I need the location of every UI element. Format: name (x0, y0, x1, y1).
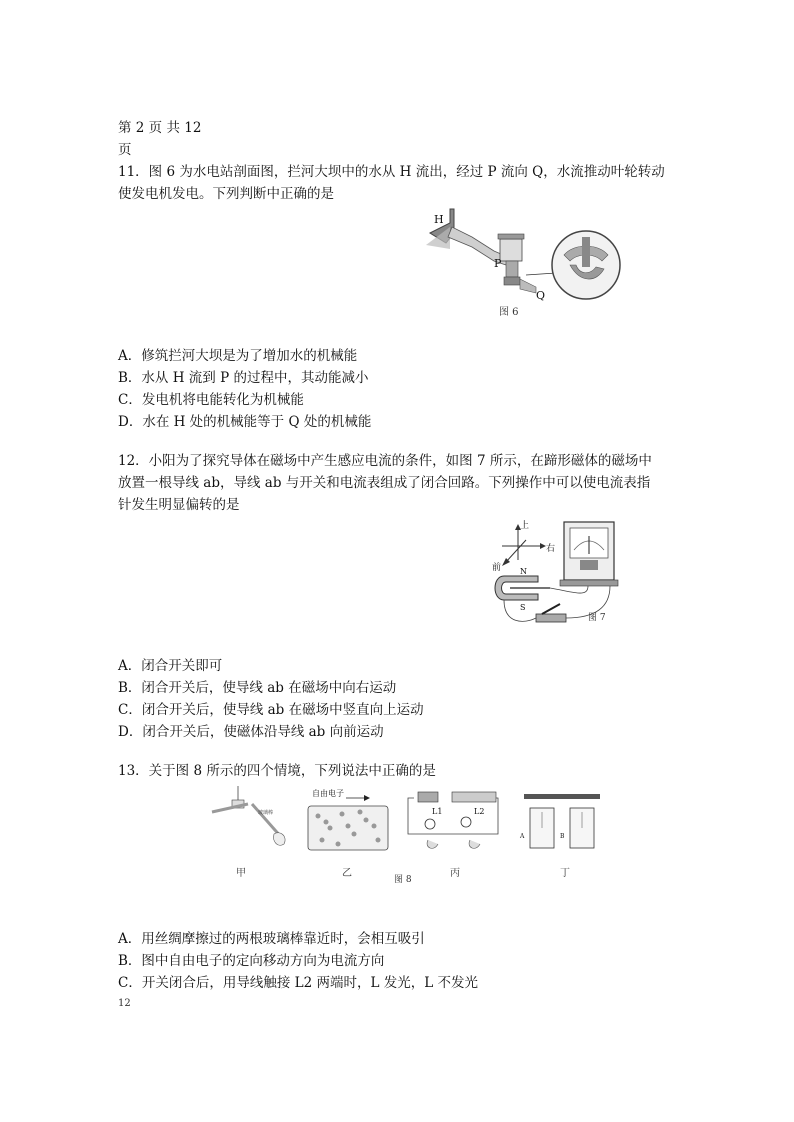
q12-stem-line1: 12．小阳为了探究导体在磁场中产生感应电流的条件，如图 7 所示，在蹄形磁体的磁场中 (118, 453, 652, 469)
q12-label-right: 右 (546, 544, 556, 554)
q11-label-h: H (434, 213, 444, 226)
q11-stem-line1: 11．图 6 为水电站剖面图，拦河大坝中的水从 H 流出，经过 P 流向 Q，水流推动叶轮转动 (118, 164, 665, 180)
q12-option-c: C．闭合开关后，使导线 ab 在磁场中竖直向上运动 (118, 702, 424, 718)
footer-page-number: 12 (118, 998, 131, 1009)
q12-stem-line2: 放置一根导线 ab，导线 ab 与开关和电流表组成了闭合回路。下列操作中可以使电流表指 (118, 475, 651, 491)
q12-option-a: A．闭合开关即可 (118, 658, 223, 674)
q12-label-up: 上 (520, 521, 530, 531)
q11-label-q: Q (536, 289, 546, 302)
q11-option-b: B．水从 H 流到 P 的过程中，其动能减小 (118, 370, 369, 386)
q12-label-n: N (520, 567, 527, 576)
q12-label-s: S (520, 603, 526, 612)
q11-option-d: D．水在 H 处的机械能等于 Q 处的机械能 (118, 414, 372, 430)
q12-label-front: 前 (492, 563, 502, 573)
q11-stem-line2: 使发电机发电。下列判断中正确的是 (118, 186, 334, 202)
q13-label-a: A (520, 833, 525, 840)
q13-label-l1: L1 (432, 807, 443, 816)
q13-sub-label-bing: 丙 (450, 868, 460, 879)
page-counter-wrap: 页 (118, 142, 132, 158)
q11-option-a: A．修筑拦河大坝是为了增加水的机械能 (118, 348, 358, 364)
q13-glass-rod-label: 玻璃棒 (258, 810, 274, 816)
q13-sub-label-ding: 丁 (560, 868, 570, 879)
q11-label-p: P (494, 257, 502, 270)
q13-sub-label-yi: 乙 (342, 868, 352, 879)
q13-option-a: A．用丝绸摩擦过的两根玻璃棒靠近时，会相互吸引 (118, 931, 425, 947)
q12-figure-induction-setup (484, 518, 624, 630)
q12-option-b: B．闭合开关后，使导线 ab 在磁场中向右运动 (118, 680, 397, 696)
page-counter: 第 2 页 共 12 (118, 120, 202, 136)
q13-sub-label-jia: 甲 (236, 868, 246, 879)
q13-option-c: C．开关闭合后，用导线触接 L2 两端时，L 发光，L 不发光 (118, 975, 478, 991)
q11-figure-caption: 图 6 (499, 307, 519, 318)
q11-option-c: C．发电机将电能转化为机械能 (118, 392, 304, 408)
q13-free-electron-label: 自由电子 (312, 789, 344, 798)
q13-option-b: B．图中自由电子的定向移动方向为电流方向 (118, 953, 385, 969)
q13-stem: 13．关于图 8 所示的四个情境，下列说法中正确的是 (118, 763, 436, 779)
q12-stem-line3: 针发生明显偏转的是 (118, 497, 240, 513)
q11-figure-hydro-station (424, 203, 624, 323)
q13-label-l2: L2 (474, 807, 485, 816)
q12-figure-caption: 图 7 (588, 613, 606, 623)
q13-figure-caption: 图 8 (394, 875, 412, 885)
q12-option-d: D．闭合开关后，使磁体沿导线 ab 向前运动 (118, 724, 384, 740)
q13-label-b: B (560, 833, 565, 840)
q13-figure-four-scenes (208, 784, 608, 886)
